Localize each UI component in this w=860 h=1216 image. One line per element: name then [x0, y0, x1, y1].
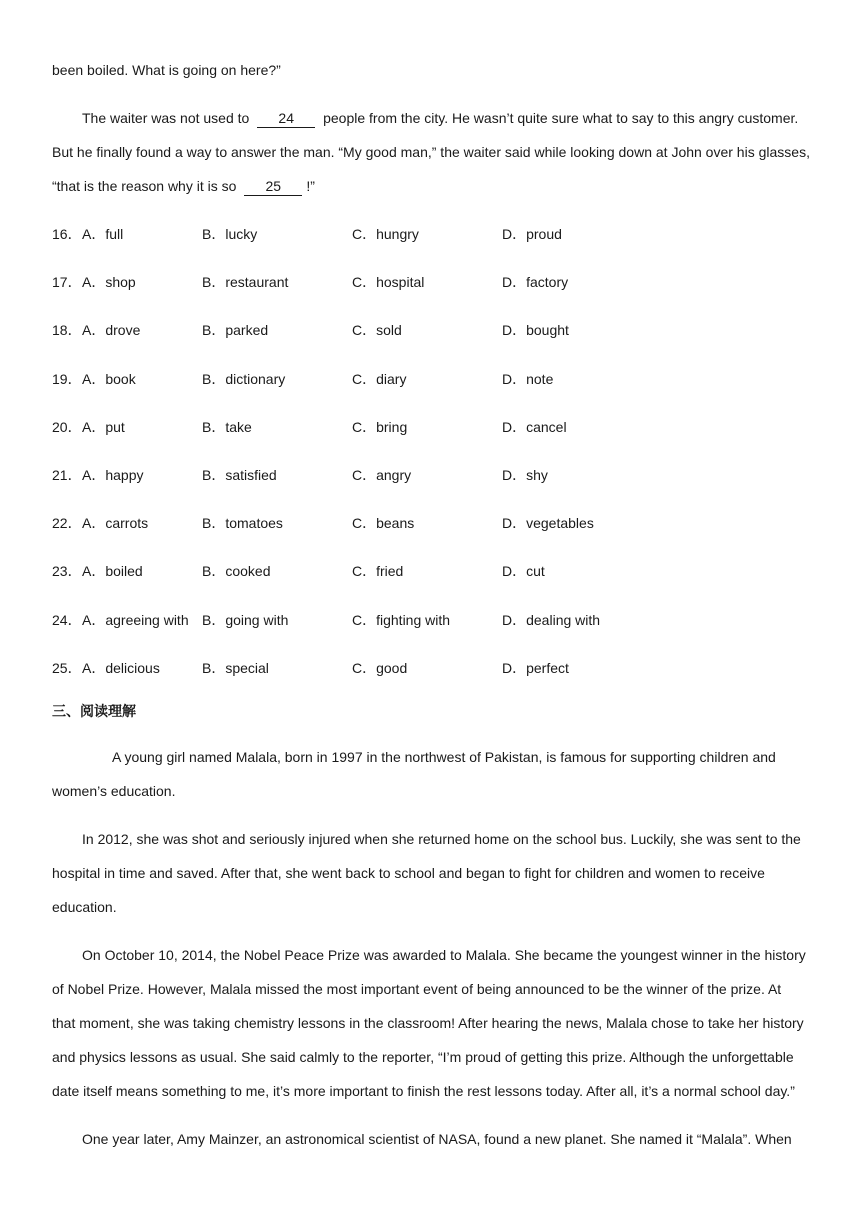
passage-line: In 2012, she was shot and seriously injured when she returned home on the school bus. Luckily, she was sent to the — [82, 831, 801, 847]
passage-line: women’s education. — [52, 783, 176, 799]
option-d[interactable]: D．dealing with — [502, 611, 601, 628]
option-a[interactable]: A．put — [82, 418, 125, 435]
question-number: 16． — [52, 226, 82, 242]
passage-line: One year later, Amy Mainzer, an astronomical scientist of NASA, found a new planet. She named it “Malala”. When — [82, 1131, 792, 1147]
option-d[interactable]: D．perfect — [502, 659, 569, 676]
option-b[interactable]: B．going with — [202, 611, 289, 628]
passage-line: A young girl named Malala, born in 1997 in the northwest of Pakistan, is famous for supporting children and — [112, 749, 776, 765]
option-c[interactable]: C．hospital — [352, 274, 425, 291]
answer-blank-24: 24 — [257, 109, 315, 128]
question-row — [52, 272, 752, 292]
question-number: 21． — [52, 467, 82, 483]
option-b[interactable]: B．tomatoes — [202, 515, 283, 532]
passage-line: been boiled. What is going on here?” — [52, 62, 281, 78]
option-c[interactable]: C．bring — [352, 418, 408, 435]
option-c[interactable]: C．diary — [352, 370, 407, 387]
passage-line: education. — [52, 899, 117, 915]
option-b[interactable]: B．special — [202, 659, 269, 676]
option-d[interactable]: D．bought — [502, 322, 569, 339]
question-number: 18． — [52, 322, 82, 339]
question-row — [52, 417, 752, 437]
text-span: !” — [306, 178, 315, 194]
question-row — [52, 224, 752, 244]
text-span: “that is the reason why it is so — [52, 178, 241, 194]
question-row — [52, 465, 752, 485]
option-d[interactable]: D．vegetables — [502, 515, 594, 532]
passage-line: But he finally found a way to answer the man. “My good man,” the waiter said while looking down at John over his glasses, — [52, 144, 810, 160]
question-number: 23． — [52, 563, 82, 580]
option-c[interactable]: C．angry — [352, 467, 412, 483]
option-c[interactable]: C．hungry — [352, 226, 419, 242]
option-d[interactable]: D．proud — [502, 226, 562, 242]
option-c[interactable]: C．good — [352, 659, 408, 676]
option-b[interactable]: B．restaurant — [202, 274, 289, 291]
passage-line: and physics lessons as usual. She said calmly to the reporter, “I’m proud of getting this prize. Although the unforgettable — [52, 1049, 794, 1065]
option-d[interactable]: D．shy — [502, 467, 548, 483]
question-number: 19． — [52, 370, 82, 387]
question-number: 24． — [52, 611, 82, 628]
section-heading: 三、阅读理解 — [52, 704, 136, 720]
option-a[interactable]: A．full — [82, 226, 124, 242]
question-row — [52, 369, 752, 389]
passage-line: that moment, she was taking chemistry lessons in the classroom! After hearing the news, Malala chose to take her history — [52, 1015, 804, 1031]
passage-line — [52, 176, 315, 196]
text-span: people from the city. He wasn’t quite sure what to say to this angry customer. — [319, 110, 799, 126]
option-b[interactable]: B．parked — [202, 322, 269, 339]
text-span: The waiter was not used to — [82, 110, 254, 126]
option-d[interactable]: D．cancel — [502, 418, 567, 435]
option-a[interactable]: A．book — [82, 370, 136, 387]
option-b[interactable]: B．dictionary — [202, 370, 286, 387]
option-c[interactable]: C．sold — [352, 322, 402, 339]
option-a[interactable]: A．happy — [82, 467, 144, 483]
question-row — [52, 610, 752, 630]
option-a[interactable]: A．shop — [82, 274, 136, 291]
question-number: 20． — [52, 418, 82, 435]
option-b[interactable]: B．lucky — [202, 226, 258, 242]
option-b[interactable]: B．take — [202, 418, 252, 435]
option-d[interactable]: D．factory — [502, 274, 569, 291]
question-number: 17． — [52, 274, 82, 291]
answer-blank-25: 25 — [244, 177, 302, 196]
option-b[interactable]: B．satisfied — [202, 467, 277, 483]
question-row — [52, 561, 752, 581]
option-a[interactable]: A．delicious — [82, 659, 160, 676]
question-number: 22． — [52, 515, 82, 532]
option-b[interactable]: B．cooked — [202, 563, 271, 580]
question-row — [52, 513, 752, 533]
option-a[interactable]: A．boiled — [82, 563, 143, 580]
option-c[interactable]: C．fried — [352, 563, 404, 580]
question-row — [52, 658, 752, 678]
option-a[interactable]: A．agreeing with — [82, 611, 189, 628]
passage-line: date itself means something to me, it’s more important to finish the rest lessons today. After all, it’s a normal school day.” — [52, 1083, 795, 1099]
passage-line: of Nobel Prize. However, Malala missed the most important event of being announced to be the winner of the prize. At — [52, 981, 782, 997]
option-d[interactable]: D．note — [502, 370, 554, 387]
option-d[interactable]: D．cut — [502, 563, 545, 580]
question-row — [52, 320, 752, 340]
option-a[interactable]: A．drove — [82, 322, 141, 339]
passage-line: hospital in time and saved. After that, she went back to school and began to fight for children and women to receive — [52, 865, 765, 881]
passage-line: On October 10, 2014, the Nobel Peace Prize was awarded to Malala. She became the youngest winner in the history — [82, 947, 806, 963]
option-a[interactable]: A．carrots — [82, 515, 149, 532]
option-c[interactable]: C．beans — [352, 515, 415, 532]
passage-line — [82, 108, 798, 128]
question-number: 25． — [52, 659, 82, 676]
option-c[interactable]: C．fighting with — [352, 611, 451, 628]
